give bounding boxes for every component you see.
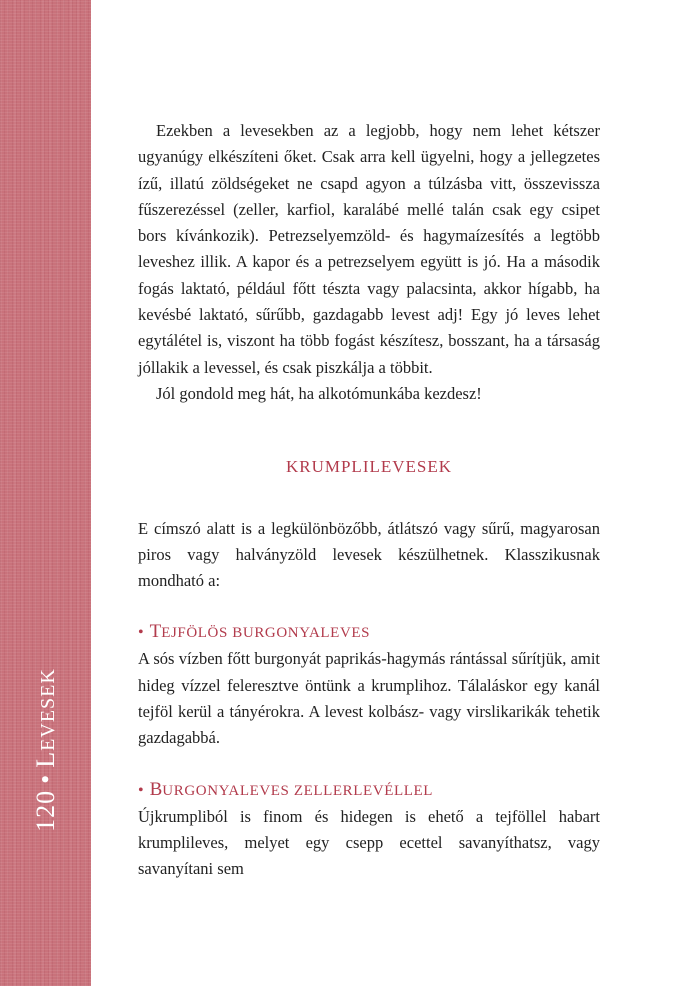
recipe-title-rest: URGONYALEVES ZELLERLEVÉLLEL bbox=[162, 782, 434, 799]
section-intro-paragraph: E címszó alatt is a legkülönbözőbb, átlátszó vagy sűrű, magyarosan piros vagy halványzöld levesek készülhetnek. Klasszikusnak mondható a: bbox=[138, 518, 600, 591]
recipe-title-initial: T bbox=[149, 621, 162, 643]
separator-dot: • bbox=[31, 773, 60, 784]
section-title-rest: EVESEK bbox=[37, 668, 59, 751]
bullet-icon: • bbox=[138, 624, 144, 642]
recipe-title-rest: EJFÖLÖS BURGONYALEVES bbox=[161, 625, 371, 642]
intro-closing-line: Jól gondold meg hát, ha alkotómunkába kezdesz! bbox=[156, 383, 482, 403]
side-band bbox=[0, 0, 91, 986]
recipe-text: Újkrumpliból is finom és hidegen is ehető a tejföllel habart krumplileves, melyet egy csepp ecettel savanyíthatsz, vagy savanyítani sem bbox=[138, 806, 600, 879]
intro-paragraph: Ezekben a levesekben az a legjobb, hogy nem lehet kétszer ugyanúgy elkészíteni őket. Csak arra kell ügyelni, hogy a jellegzetes ízű, illatú zöldségeket ne csapd agyon a túlzásba vitt, összevissza fűszerezéssel (zeller, karfiol, karalábé mellé talán csak egy csipet bors kívánkozik). Petrezselyemzöld- és hagymaízesítés a legtöbb leveshez illik. A kapor és a petrezselyem együtt is jó. Ha a második fogás laktató, például főtt tészta vagy palacsinta, akkor hígabb, ha kevésbé laktató, sűrűbb, gazdagabb levest adj! Egy jó leves lehet egytálétel is, viszont ha több fogást készítesz, bosszant, ha a társaság jóllakik a levessel, és csak piszkálja a többit. bbox=[138, 121, 600, 377]
recipe-title-initial: B bbox=[149, 778, 163, 800]
bullet-icon: • bbox=[138, 781, 144, 799]
section-heading: KRUMPLILEVESEK bbox=[285, 457, 453, 477]
recipe-title bbox=[138, 777, 600, 804]
section-title-initial: L bbox=[31, 750, 60, 768]
page-body bbox=[138, 118, 600, 883]
recipe-text: A sós vízben főtt burgonyát paprikás-hagymás rántással sűrítjük, amit hideg vízzel feleresztve öntünk a krumplihoz. Tálaláskor egy kanál tejföl kerül a tányérokra. A levest kolbász- vagy virslikarikák tehetik gazdagabbá. bbox=[138, 649, 600, 748]
page-number: 120 bbox=[31, 789, 60, 832]
running-footer bbox=[31, 668, 61, 832]
recipe-title bbox=[138, 619, 600, 646]
